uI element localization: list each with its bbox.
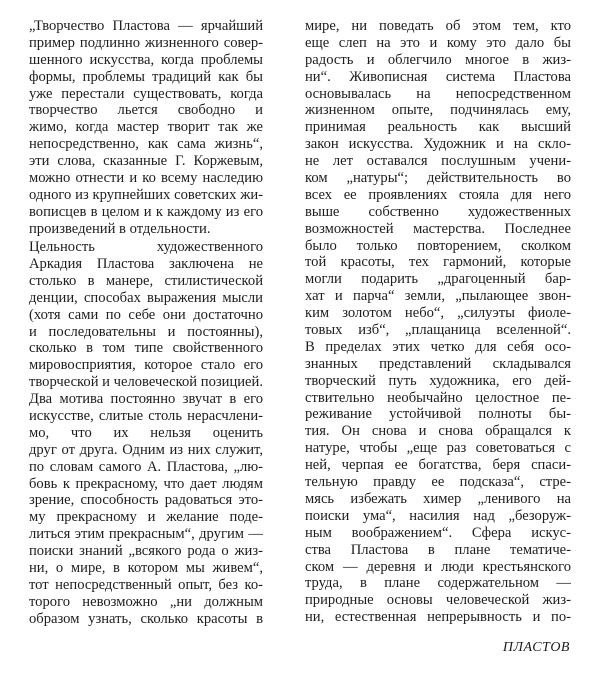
text-line: радость и облегчило многое в жиз- xyxy=(305,51,571,68)
text-line: ни, естественная непрерывность и по- xyxy=(305,609,571,626)
text-line: Два мотива постоянно звучат в его xyxy=(29,391,263,408)
text-line: вописцев в целом и к каждому из его xyxy=(29,203,263,220)
text-line: закон искусства. Художник и на скло- xyxy=(305,136,571,153)
text-line: мясь избежать химер „ленивого на xyxy=(305,490,571,507)
text-line: ком „натуры“; действительность во xyxy=(305,170,571,187)
text-line: жимо, когда мастер творит так же xyxy=(29,119,263,136)
text-line: ни, о мире, в котором мы живем“, xyxy=(29,560,263,576)
text-line: В пределах этих четко для себя осо- xyxy=(305,338,571,355)
text-line: реживание устойчивой полноты бы- xyxy=(305,406,571,423)
text-line: му прекрасному и желание поде- xyxy=(29,509,263,526)
text-line: по словам самого А. Пластова, „лю- xyxy=(29,458,263,475)
text-line: труда, в плане содержательном — xyxy=(305,575,571,592)
text-line: зрение, способность радоваться это- xyxy=(29,492,263,509)
text-line: тельную правду ее подсказа“, стре- xyxy=(305,474,571,491)
text-line: образом узнать, сколько красоты в xyxy=(29,610,263,627)
text-line: можно отнести и ко всему наследию xyxy=(29,170,263,187)
text-line: творческий путь художника, его дей- xyxy=(305,372,571,389)
text-line: ствительно необычайно целостное пе- xyxy=(305,389,571,406)
text-line: бовь к прекрасному, что дает людям xyxy=(29,475,263,492)
text-line: литься этим прекрасным“, другим — xyxy=(29,526,263,543)
text-line: ни“. Живописная система Пластова xyxy=(305,68,571,85)
text-line: (хотя сами по себе они достаточно xyxy=(29,306,263,323)
text-line: было только повторением, сколком xyxy=(305,237,571,254)
text-line: принимая реальность как высший xyxy=(305,119,571,136)
text-line: натуре, чтобы „еще раз советоваться с xyxy=(305,440,571,457)
text-line: столько в манере, стилистической xyxy=(29,272,263,289)
text-line: поиски ума“, насилия над „безоруж- xyxy=(305,507,571,524)
text-line: сколько в том типе свойственного xyxy=(29,340,263,357)
text-column-right xyxy=(305,18,571,626)
text-line: торого невозможно „ни должным xyxy=(29,593,263,610)
text-line: той красоты, тех гармоний, которые xyxy=(305,254,571,271)
text-line: жизненном опыте, подчинялась ему, xyxy=(305,102,571,119)
text-line: не лет оставался послушным учени- xyxy=(305,153,571,170)
text-line: ском — деревня и люди крестьянского xyxy=(305,558,571,575)
text-line: и последовательны и постоянны), xyxy=(29,323,263,340)
text-line: эти слова, сказанные Г. Коржевым, xyxy=(29,153,263,170)
text-line: природные основы человеческой жиз- xyxy=(305,592,571,609)
text-line: денции, способах выражения мысли xyxy=(29,289,263,306)
text-line: уже перестали существовать, когда xyxy=(29,85,263,102)
text-line: искусстве, слитые столь нерасчлени- xyxy=(29,407,263,424)
text-line: выше собственно художественных xyxy=(305,203,571,220)
text-column-left xyxy=(29,18,263,628)
text-line: формы, проблемы традиций как бы xyxy=(29,68,263,85)
text-line: мире, ни поведать об этом тем, кто xyxy=(305,18,571,34)
text-line: знанных представлений складывался xyxy=(305,355,571,372)
text-line: хат и парча“ земли, „пылающее звон- xyxy=(305,288,571,305)
text-line: могли подарить „драгоценный бар- xyxy=(305,271,571,288)
text-line: одного из крупнейших советских жи- xyxy=(29,186,263,203)
text-line: возможностей мастерства. Последнее xyxy=(305,220,571,237)
text-line: товых изб“, „плащаница вселенной“. xyxy=(305,322,571,339)
text-line: Аркадия Пластова заключена не xyxy=(29,255,263,272)
text-line: основывалась на непосредственном xyxy=(305,85,571,102)
text-line: ней, черпая ее богатства, беря спаси- xyxy=(305,457,571,474)
text-line: ства Пластова в плане тематиче- xyxy=(305,541,571,558)
text-line: ным воображением“. Сфера искус- xyxy=(305,524,571,541)
text-line: мировосприятия, которое стало его xyxy=(29,357,263,374)
text-line: ким золотом небо“, „силуэты фиоле- xyxy=(305,305,571,322)
text-line: произведений в отдельности. xyxy=(29,220,211,237)
text-line: еще слеп на это и кому это дало бы xyxy=(305,34,571,51)
text-line: тия. Он снова и снова обращался к xyxy=(305,423,571,440)
text-line: „Творчество Пластова — ярчайший xyxy=(29,18,263,34)
text-line: поиски знаний „всякого рода о жиз- xyxy=(29,543,263,560)
text-line: творчество льется свободно и xyxy=(29,102,263,119)
text-line: мо, что их нельзя оценить xyxy=(29,424,263,441)
text-line: шенного искусства, когда проблемы xyxy=(29,51,263,68)
text-line: тот непосредственный опыт, без ко- xyxy=(29,576,263,593)
text-line: друг от друга. Одним из них служит, xyxy=(29,441,263,458)
running-footer-title: ПЛАСТОВ xyxy=(502,640,570,655)
text-line: Цельность художественного xyxy=(29,239,263,256)
text-line: всех ее проявлениях стояла для него xyxy=(305,186,571,203)
text-line: творческой и человеческой позицией. xyxy=(29,374,263,391)
text-line: пример подлинно жизненного совер- xyxy=(29,34,263,51)
text-line: непосредственно, как сама жизнь“, xyxy=(29,136,263,153)
